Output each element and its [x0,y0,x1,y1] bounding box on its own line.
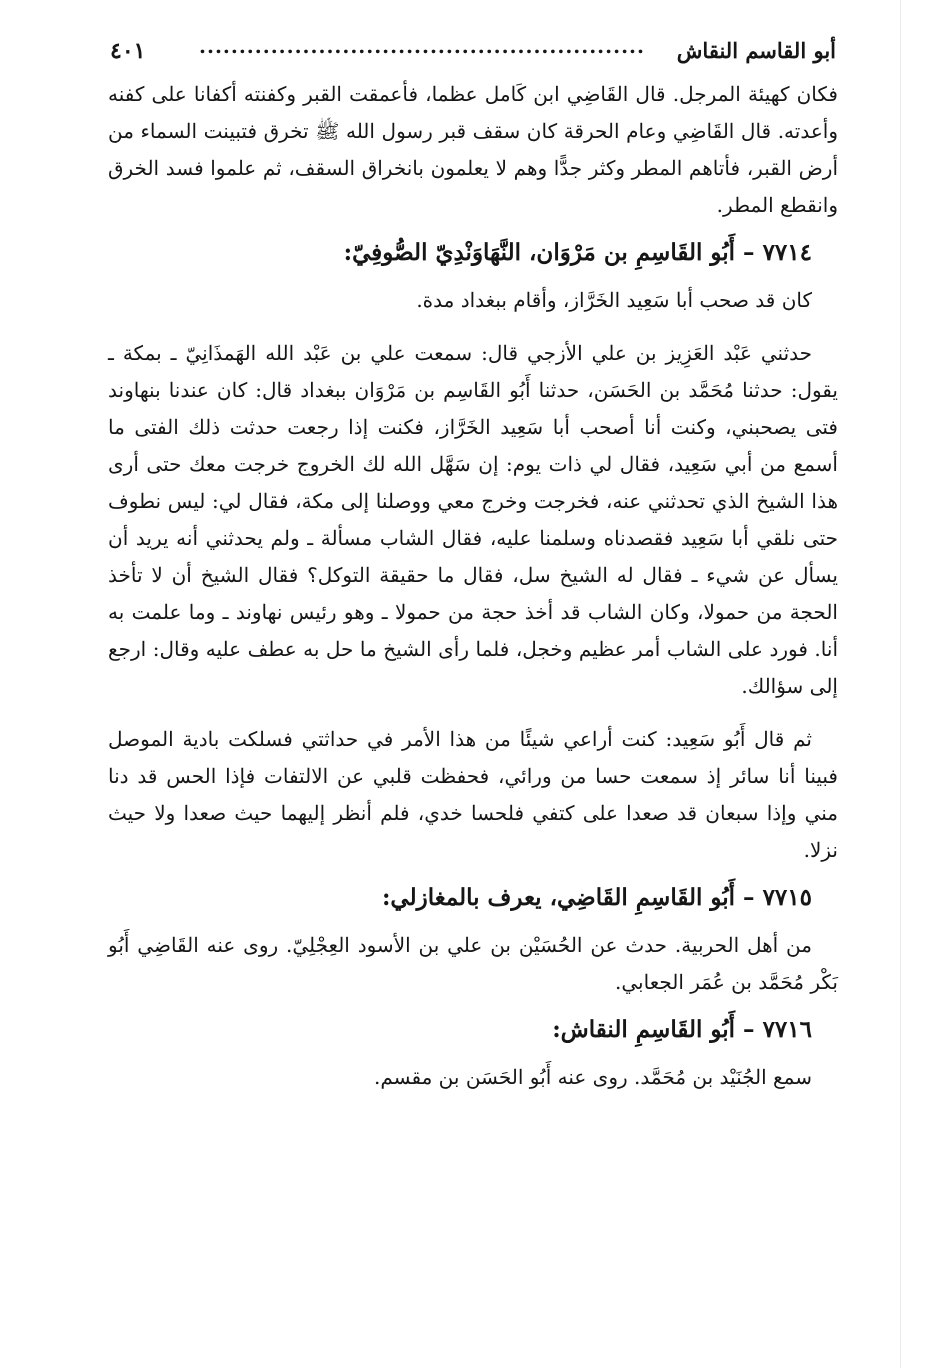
page-body [108,76,838,1096]
entry-title: – أَبُو القَاسِمِ النقاش: [552,1016,755,1043]
paragraph-entry-7714-narration: حدثني عَبْد العَزِيز بن علي الأزجي قال: سمعت علي بن عَبْد الله الهَمذَانِيّ ـ بمكة ـ يقول: حدثنا مُحَمَّد بن الحَسَن، حدثنا أَبُو القَاسِم بن مَرْوَان ببغداد قال: كان عندنا بنهاوند فتى يصحبني، وكنت أنا أصحب أبا سَعِيد الخَرَّاز، فكنت إذا رجعت حدثت ذلك الفتى ما أسمع من أبي سَعِيد، فقال لي ذات يوم: إن سَهَّل الله لك الخروج خرجت معك حتى أرى هذا الشيخ الذي تحدثني عنه، فخرجت وخرج معي ووصلنا إلى مكة، فقال لي: ليس نطوف حتى نلقي أبا سَعِيد فقصدناه وسلمنا عليه، فقال الشاب مسألة ـ ولم يحدثني أنه يريد أن يسأل عن شيء ـ فقال له الشيخ سل، فقال ما حقيقة التوكل؟ فقال الشيخ أن لا تأخذ الحجة من حمولا، وكان الشاب قد أخذ حجة من حمولا ـ وهو رئيس نهاوند ـ وما علمت به أنا. فورد على الشاب أمر عظيم وخجل، فلما رأى الشيخ ما حل به عطف عليه وقال: ارجع إلى سؤالك. [108,341,838,698]
paragraph-entry-7716: سمع الجُنَيْد بن مُحَمَّد. روى عنه أَبُو الحَسَن بن مقسم. [373,1065,812,1089]
page-edge-line [900,0,901,1368]
entry-heading-7714 [108,232,838,274]
header-dot-leader: ........................................................ [199,34,645,58]
page-number: ٤٠١ [110,38,146,64]
paragraph-entry-7715: من أهل الحربية. حدث عن الحُسَيْن بن علي بن الأسود العِجْلِيّ. روى عنه القَاضِي أَبُو بَكْر مُحَمَّد بن عُمَر الجعابي. [108,933,838,994]
entry-heading-7715 [108,877,838,919]
paragraph-entry-7714-abu-said: ثم قال أَبُو سَعِيد: كنت أراعي شيئًا من هذا الأمر في حداثتي فسلكت بادية الموصل فبينا أنا سائر إذ سمعت حسا من ورائي، فحفظت قلبي عن الالتفات فإذا الحس قد دنا مني وإذا سبعان قد صعدا على كتفي فلحسا خدي، فلم أنظر إليهما حيث صعدا ولا حيث نزلا. [108,727,838,862]
entry-title: – أَبُو القَاسِمِ القَاضِي، يعرف بالمغازلي: [381,884,755,911]
entry-number: ٧٧١٥ [762,884,812,911]
entry-title: – أَبُو القَاسِمِ بن مَرْوَان، النَّهَاوَنْدِيّ الصُّوفِيّ: [343,239,755,266]
paragraph-continuation: فكان كهيئة المرجل. قال القَاضِي ابن كَامل عظما، فأعمقت القبر وكفنته أكفانا على كفنه وأعدته. قال القَاضِي وعام الحرقة كان سقف قبر رسول الله ﷺ تخرق فتبينت السماء من أرض القبر، فأتاهم المطر وكثر جدًّا وهم لا يعلمون بانخراق السقف، ثم علموا فسد الخرق وانقطع المطر. [108,82,838,217]
running-title: أبو القاسم النقاش [676,38,836,63]
entry-heading-7716 [108,1009,838,1051]
paragraph-entry-7714-intro: كان قد صحب أبا سَعِيد الخَرَّاز، وأقام ببغداد مدة. [416,288,812,312]
entry-number: ٧٧١٤ [762,239,812,266]
page-header [110,34,836,76]
entry-number: ٧٧١٦ [762,1016,812,1043]
